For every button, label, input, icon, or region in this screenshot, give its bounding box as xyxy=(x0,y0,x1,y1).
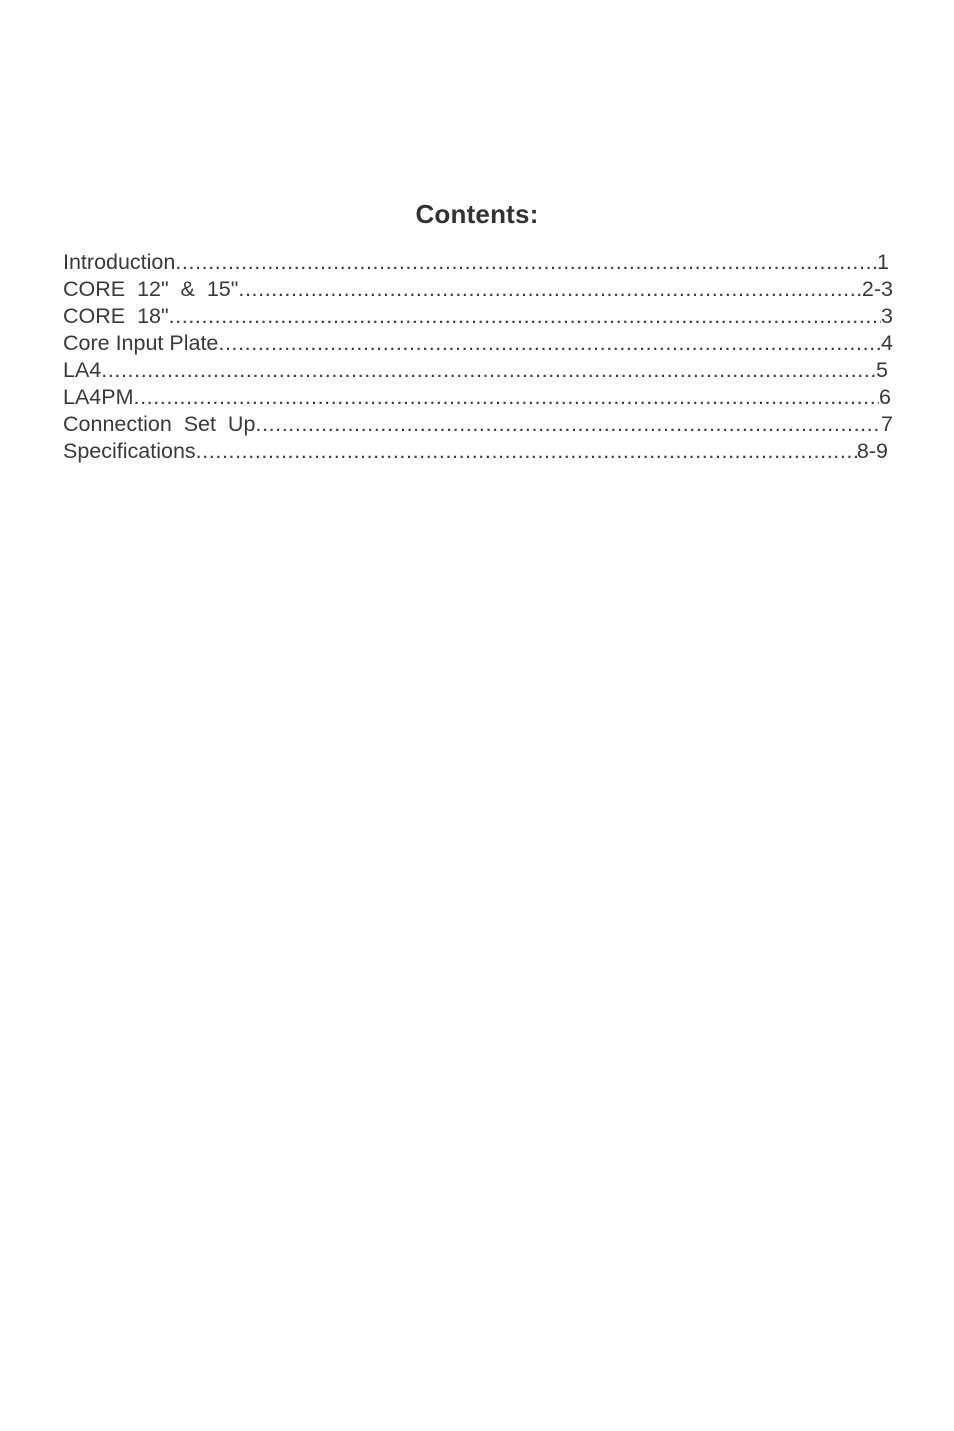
toc-entry-page: 3 xyxy=(881,304,893,328)
toc-entry-core-18 xyxy=(63,303,893,330)
toc-entry-label: Connection Set Up xyxy=(63,412,256,436)
toc-dot-leader xyxy=(101,357,876,384)
toc-entry-specifications xyxy=(63,438,888,465)
table-of-contents xyxy=(63,249,893,465)
toc-entry-la4 xyxy=(63,357,888,384)
toc-entry-introduction xyxy=(63,249,889,276)
toc-dot-leader xyxy=(134,384,880,411)
toc-entry-label: CORE 18" xyxy=(63,304,169,328)
toc-entry-core-input-plate xyxy=(63,330,893,357)
toc-entry-label: LA4 xyxy=(63,358,102,382)
toc-dot-leader xyxy=(255,411,881,438)
toc-entry-page: 8-9 xyxy=(856,439,888,463)
toc-dot-leader xyxy=(169,303,881,330)
toc-entry-label: CORE 12" & 15" xyxy=(63,277,239,301)
toc-dot-leader xyxy=(218,330,881,357)
toc-entry-label: Introduction xyxy=(63,250,176,274)
toc-dot-leader xyxy=(175,249,877,276)
toc-dot-leader xyxy=(238,276,862,303)
toc-entry-connection-set-up xyxy=(63,411,893,438)
contents-title: Contents: xyxy=(415,199,539,229)
toc-entry-page: 4 xyxy=(881,331,893,355)
toc-entry-page: 2-3 xyxy=(861,277,893,301)
toc-entry-label: Specifications xyxy=(63,439,196,463)
toc-entry-core-12-15 xyxy=(63,276,893,303)
toc-entry-page: 6 xyxy=(879,385,891,409)
toc-entry-label: LA4PM xyxy=(63,385,134,409)
toc-entry-label: Core Input Plate xyxy=(63,331,219,355)
toc-entry-la4pm xyxy=(63,384,891,411)
toc-entry-page: 7 xyxy=(881,412,893,436)
toc-entry-page: 5 xyxy=(876,358,888,382)
toc-dot-leader xyxy=(196,438,857,465)
toc-entry-page: 1 xyxy=(877,250,889,274)
